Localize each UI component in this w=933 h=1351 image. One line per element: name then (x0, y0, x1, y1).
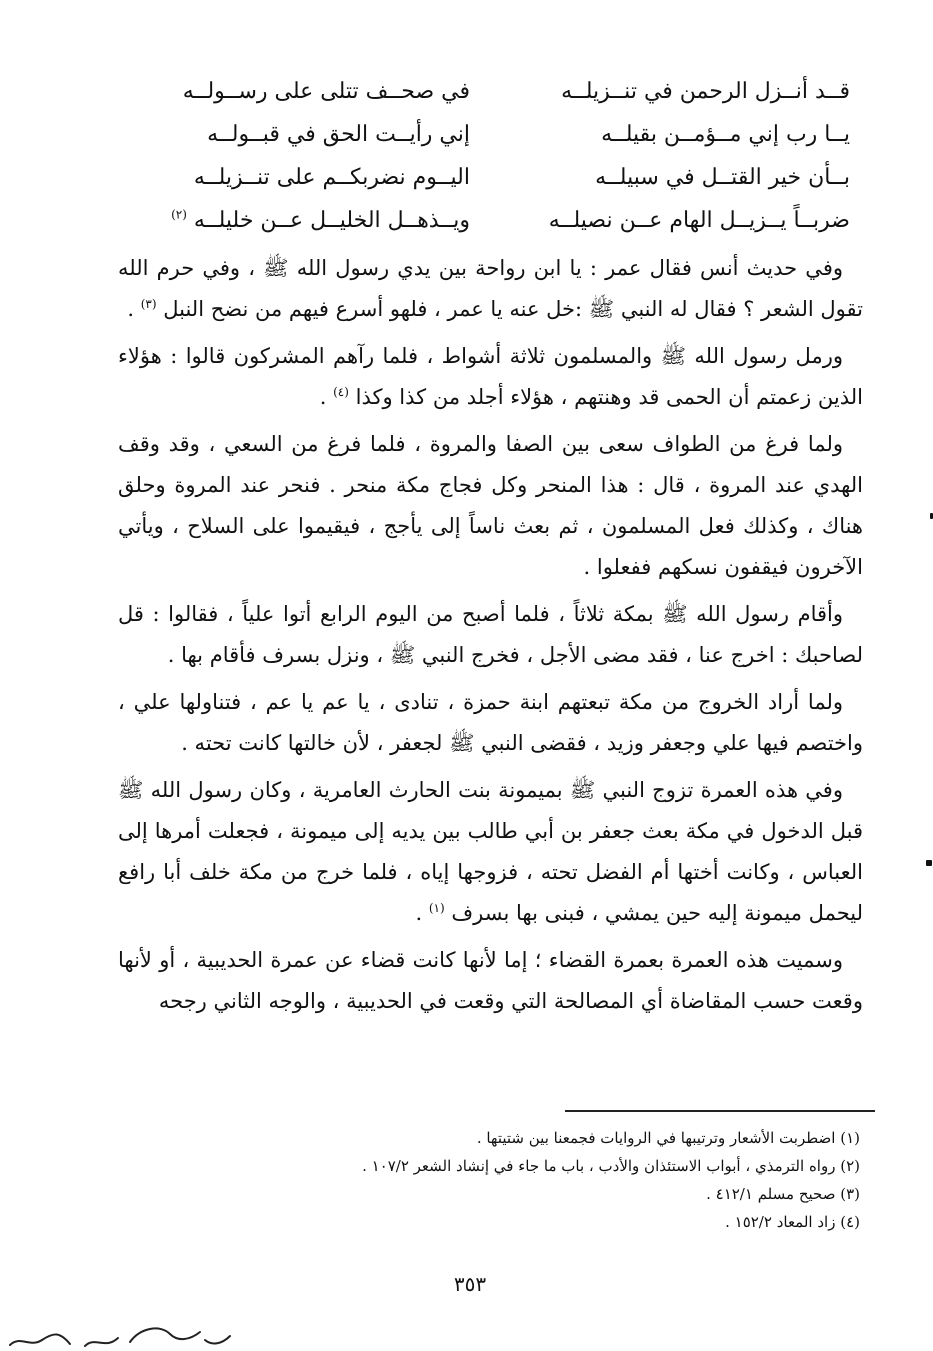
poem-first-hemistich: قــد أنــزل الرحمن في تنــزيلــه (561, 79, 850, 104)
footnote-reference: (١) (428, 901, 445, 915)
paragraph (118, 682, 863, 764)
footnote-divider (565, 1110, 875, 1112)
handwritten-scribble (0, 1310, 240, 1351)
paragraph-end: . (127, 297, 141, 321)
poem-verse (130, 70, 850, 113)
poem-first-hemistich: يــا رب إني مــؤمــن بقيلــه (601, 122, 850, 147)
footnote: (٤) زاد المعاد ١٥٢/٢ . (725, 1213, 860, 1231)
footnote-reference: (٤) (333, 385, 349, 399)
poem-second-hemistich: في صحــف تتلى على رســولــه (182, 79, 470, 104)
paragraph (118, 770, 863, 934)
poem-second-hemistich (130, 199, 470, 242)
paragraph-text: وسميت هذه العمرة بعمرة القضاء ؛ إما لأنها كانت قضاء عن عمرة الحديبية ، أو لأنها وقعت حسب المقاضاة أي المصالحة التي وقعت في الحديبية ، والوجه الثاني رجحه (118, 948, 863, 1013)
paragraph-text: ورمل رسول الله ﷺ والمسلمون ثلاثة أشواط ، فلما رآهم المشركون قالوا : هؤلاء الذين زعمتم أن الحمى قد وهنتهم ، هؤلاء أجلد من كذا وكذا (118, 344, 863, 409)
paragraph-text: وفي حديث أنس فقال عمر : يا ابن رواحة بين يدي رسول الله ﷺ ، وفي حرم الله تقول الشعر ؟ فقال له النبي ﷺ :خل عنه يا عمر ، فلهو أسرع فيهم من نضح النبل (118, 256, 863, 321)
footnote: (٣) صحيح مسلم ٤١٢/١ . (706, 1185, 860, 1203)
footnote: (١) اضطربت الأشعار وترتيبها في الروايات فجمعنا بين شتيتها . (476, 1129, 860, 1147)
poem-verse (130, 199, 850, 242)
footnote-reference: (٢) (171, 207, 187, 222)
hemistich-text: ويــذهــل الخليــل عــن خليلــه (193, 208, 470, 233)
margin-mark (926, 860, 932, 866)
paragraph (118, 336, 863, 418)
paragraph-end: . (319, 385, 334, 409)
paragraph-text: وأقام رسول الله ﷺ بمكة ثلاثاً ، فلما أصبح من اليوم الرابع أتوا علياً ، فقالوا : قل لصاحبك : اخرج عنا ، فقد مضى الأجل ، فخرج النبي ﷺ ، ونزل بسرف فأقام بها . (118, 602, 863, 667)
poem-block (130, 70, 850, 242)
page-number: ٣٥٣ (453, 1272, 487, 1296)
paragraph-text: ولما أراد الخروج من مكة تبعتهم ابنة حمزة ، تنادى ، يا عم يا عم ، فتناولها علي ، واختصم فيها علي وجعفر وزيد ، فقضى النبي ﷺ لجعفر ، لأن خالتها كانت تحته . (118, 690, 863, 755)
footnote-reference: (٣) (140, 297, 157, 311)
poem-first-hemistich: ضربــاً يــزيــل الهام عــن نصيلــه (548, 208, 850, 233)
paragraph-text: وفي هذه العمرة تزوج النبي ﷺ بميمونة بنت الحارث العامرية ، وكان رسول الله ﷺ قبل الدخول في مكة بعث جعفر بن أبي طالب بين يديه إلى ميمونة ، فجعلت أمرها إلى العباس ، وكانت أختها أم الفضل تحته ، فزوجها إياه ، فلما خرج من مكة خلف أبا رافع ليحمل ميمونة إليه حين يمشي ، فبنى بها بسرف (118, 778, 863, 925)
poem-second-hemistich: إني رأيــت الحق في قبــولــه (207, 122, 470, 147)
poem-verse (130, 113, 850, 156)
paragraph (118, 940, 863, 1022)
paragraph (118, 594, 863, 676)
footnotes (200, 1124, 860, 1236)
paragraph (118, 248, 863, 330)
body-text (118, 248, 863, 1028)
paragraph (118, 424, 863, 588)
paragraph-end: . (415, 901, 429, 925)
paragraph-text: ولما فرغ من الطواف سعى بين الصفا والمروة ، فلما فرغ من السعي ، وقد وقف الهدي عند المروة ، قال : هذا المنحر وكل فجاج مكة منحر . فنحر عند المروة وحلق هناك ، وكذلك فعل المسلمون ، ثم بعث ناساً إلى يأجج ، فيقيموا على السلاح ، ويأتي الآخرون فيقفون نسكهم ففعلوا . (118, 432, 863, 579)
footnote: (٢) رواه الترمذي ، أبواب الاستئذان والأدب ، باب ما جاء في إنشاد الشعر ١٠٧/٢ . (362, 1157, 860, 1175)
poem-second-hemistich: اليــوم نضربكــم على تنــزيلــه (193, 165, 470, 190)
poem-first-hemistich: بــأن خير القتــل في سبيلــه (595, 165, 850, 190)
poem-verse (130, 156, 850, 199)
